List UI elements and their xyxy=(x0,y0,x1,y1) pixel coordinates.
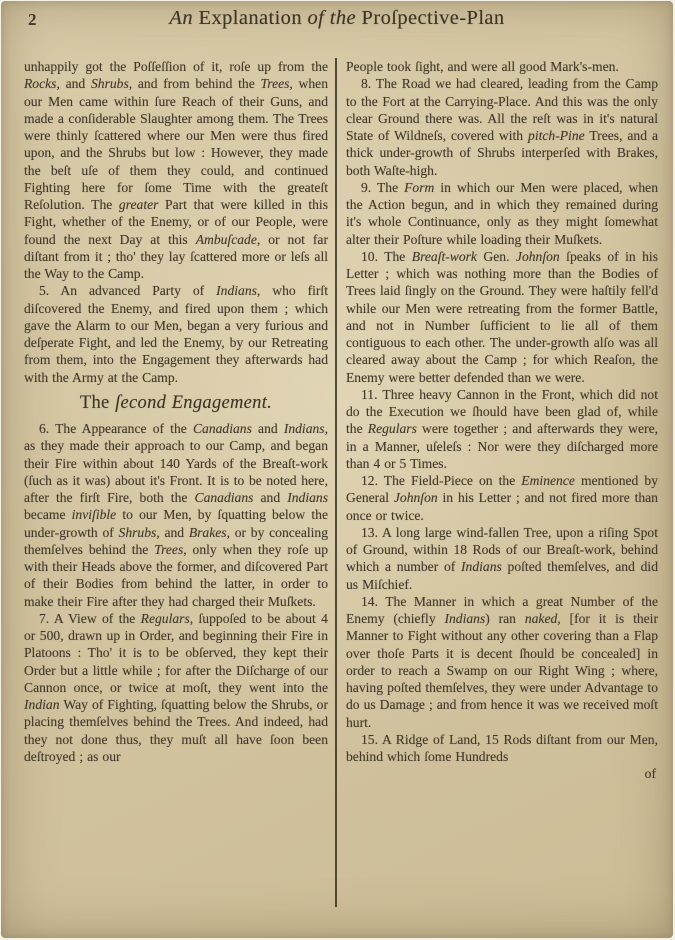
text-run: in his Letter ; and not fired more than once or twice. xyxy=(346,490,658,523)
scanned-page xyxy=(1,1,673,938)
text-run: and xyxy=(251,421,284,436)
italic-text-run: pitch-Pine xyxy=(528,128,585,143)
italic-text-run: greater xyxy=(118,197,159,212)
italic-text-run: An xyxy=(169,7,199,29)
text-run: 15. A Ridge of Land, 15 Rods diſtant from our Men, behind which ſome Hundreds xyxy=(346,731,658,764)
text-run: , and xyxy=(156,524,189,540)
text-run: , and from behind the xyxy=(128,76,261,92)
text-run: and xyxy=(253,490,288,505)
text-run: , and xyxy=(56,76,91,92)
italic-text-run: of the xyxy=(307,7,362,29)
paragraph xyxy=(24,420,328,610)
text-run: 11. Three heavy Cannon in the Front, which did not do the Execution we ſhould have been glad of, while the xyxy=(346,386,658,437)
text-run: , or not far diſtant from it ; tho' they lay ſcattered more or leſs all the Way to the Camp. xyxy=(24,231,328,281)
text-run: 14. The Manner in which a great Number of the Enemy (chiefly xyxy=(346,593,658,626)
paragraph xyxy=(24,58,328,282)
paragraph xyxy=(346,731,658,766)
italic-text-run: inviſible xyxy=(71,507,117,523)
text-run: 5. An advanced Party of xyxy=(39,283,217,299)
text-run: in which our Men were placed, when the Action begun, and in which they remained during it's whole Continuance, only as they might ſomewhat alter their Poſture while loading their Muſkets. xyxy=(346,179,658,247)
italic-text-run: Indian xyxy=(24,697,60,712)
section-heading xyxy=(24,392,328,413)
text-run: mentioned by General xyxy=(346,473,658,506)
paragraph xyxy=(346,386,658,472)
italic-text-run: Indians xyxy=(444,611,486,626)
text-run: Proſpective-Plan xyxy=(361,7,505,29)
italic-text-run: Shrubs xyxy=(118,524,157,540)
text-run: The xyxy=(79,392,116,413)
text-run: ) ran xyxy=(485,611,525,626)
italic-text-run: Johnſon xyxy=(515,248,560,264)
right-column xyxy=(346,58,658,783)
italic-text-run: Form xyxy=(404,179,435,195)
paragraph xyxy=(346,58,658,75)
italic-text-run: Indians xyxy=(461,559,502,575)
paragraph xyxy=(346,593,658,731)
text-run: were together ; and afterwards they were, in a Manner, uſeleſs : Nor were they diſcharged more than 4 or 5 Times. xyxy=(346,421,658,471)
text-run: , [for it is their Manner to Fight without any other covering than a Flap over thoſe Parts it is decent ſhould be concealed] in order to reach a Swamp on our Right Wing ; where, having poſted themſelves, they were under Advantage to do us Damage ; and from hence it was we received moſt hurt. xyxy=(346,611,658,730)
italic-text-run: Canadians xyxy=(194,490,254,505)
italic-text-run: ſecond Engagement. xyxy=(115,392,273,413)
page-title xyxy=(1,7,673,30)
text-run: 12. The Field-Piece on the xyxy=(361,473,522,488)
text-run: People took ſight, and were all good Mark's-men. xyxy=(346,59,619,74)
paragraph xyxy=(346,472,658,524)
paragraph xyxy=(24,282,328,386)
italic-text-run: Canadians xyxy=(192,421,252,436)
text-run: 9. The xyxy=(361,179,405,195)
text-run: , as they made their approach to our Camp, and began their Fire within about 140 Yards of the Breaſt-work (ſuch as it was) about it's Front. It is to be noted here, after the firſt Fire, both the xyxy=(24,421,328,505)
text-run: , or by concealing themſelves behind the xyxy=(24,524,328,557)
text-run: 6. The Appearance of the xyxy=(39,421,193,436)
paragraph xyxy=(346,75,658,179)
italic-text-run: naked xyxy=(524,611,558,626)
italic-text-run: Regulars xyxy=(140,610,190,626)
italic-text-run: Eminence xyxy=(521,473,575,488)
paragraph xyxy=(346,248,658,386)
italic-text-run: Indians xyxy=(283,421,325,436)
text-run: 13. A long large wind-fallen Tree, upon a riſing Spot of Ground, within 18 Rods of our Breaſt-work, behind which a number of xyxy=(346,524,658,575)
text-run: became xyxy=(24,507,72,523)
italic-text-run: Trees xyxy=(154,541,184,557)
text-run: ſpeaks of in his Letter ; which was nothing more than the Bodies of Trees laid ſingly on the Ground. They were haſtily fell'd while our Men were retreating from the former Battle, and not in Number ſufficient to lie all of them contiguous to each other. The under-growth alſo was all cleared away about the Camp ; for which Reaſon, the Enemy were better defended than we were. xyxy=(346,248,658,385)
italic-text-run: Regulars xyxy=(367,421,417,437)
text-run: Part that were killed in this Fight, whether of the Enemy, or of our People, were found the next Day at this xyxy=(24,197,328,247)
column-divider-rule xyxy=(335,58,337,907)
paragraph xyxy=(346,179,658,248)
text-run: poſted themſelves, and did us Miſchief. xyxy=(346,559,658,592)
text-run: , only when they roſe up with their Heads above the former, and diſcovered Part of their Bodies from behind the latter, in order to make their Fire after they had charged their Muſkets. xyxy=(24,541,328,609)
text-run: , when our Men came within ſure Reach of their Guns, and made a conſiderable Slaughter among them. The Trees were thinly ſcattered where our Men were thus fired upon, and the Shrubs but low : However, they made the beſt uſe of them they could, and continued Fighting here for ſome Time with the greateſt Reſolution. The xyxy=(24,76,328,212)
italic-text-run: Breaſt-work xyxy=(411,248,477,264)
text-run: , ſuppoſed to be about 4 or 500, drawn up in Order, and beginning their Fire in Platoons : Tho' it is to be obſerved, they kept their Order but a little while ; for after the Diſcharge of our Cannon once, or twice at moſt, they went into the xyxy=(24,610,328,695)
italic-text-run: Indians xyxy=(216,283,257,299)
italic-text-run: Brakes xyxy=(188,524,227,540)
text-run: Trees, and a thick under-growth of Shrubs interperſed with Brakes, both Waſte-high. xyxy=(346,128,658,178)
catchword xyxy=(346,765,658,782)
paragraph xyxy=(24,610,328,765)
italic-text-run: Johnſon xyxy=(393,490,438,506)
italic-text-run: Rocks xyxy=(24,76,57,92)
italic-text-run: Shrubs xyxy=(90,76,129,92)
page-number: 2 xyxy=(28,10,37,29)
text-run: unhappily got the Poſſeſſion of it, roſe up from the xyxy=(24,59,328,74)
text-run: , who firſt diſcovered the Enemy, and fired upon them ; which gave the Alarm to our Men, began a very furious and deſperate Fight, and led the Enemy, by our Retreating from them, into the Engagement they afterwards had with the Army at the Camp. xyxy=(24,283,328,385)
text-run: 8. The Road we had cleared, leading from the Camp to the Fort at the Carrying-Place. And this was the only clear Ground there was. All the reſt was in it's natural State of Wildneſs, covered with xyxy=(346,76,658,143)
text-run: Gen. xyxy=(476,248,516,264)
text-run: of xyxy=(644,766,656,782)
text-run: 7. A View of the xyxy=(39,610,141,626)
italic-text-run: Ambuſcade xyxy=(195,231,257,247)
left-column xyxy=(24,58,328,765)
text-run: to our Men, by ſquatting below the under-growth of xyxy=(24,507,328,540)
text-run: Way of Fighting, ſquatting below the Shrubs, or placing themſelves behind the Trees. And indeed, had they not done thus, they muſt all have ſoon been deſtroyed ; as our xyxy=(24,697,328,764)
text-run: 10. The xyxy=(361,248,412,264)
paragraph xyxy=(346,524,658,593)
text-run: Explanation xyxy=(198,7,308,29)
page-header xyxy=(1,1,673,51)
italic-text-run: Indians xyxy=(287,490,329,505)
italic-text-run: Trees xyxy=(260,76,290,92)
